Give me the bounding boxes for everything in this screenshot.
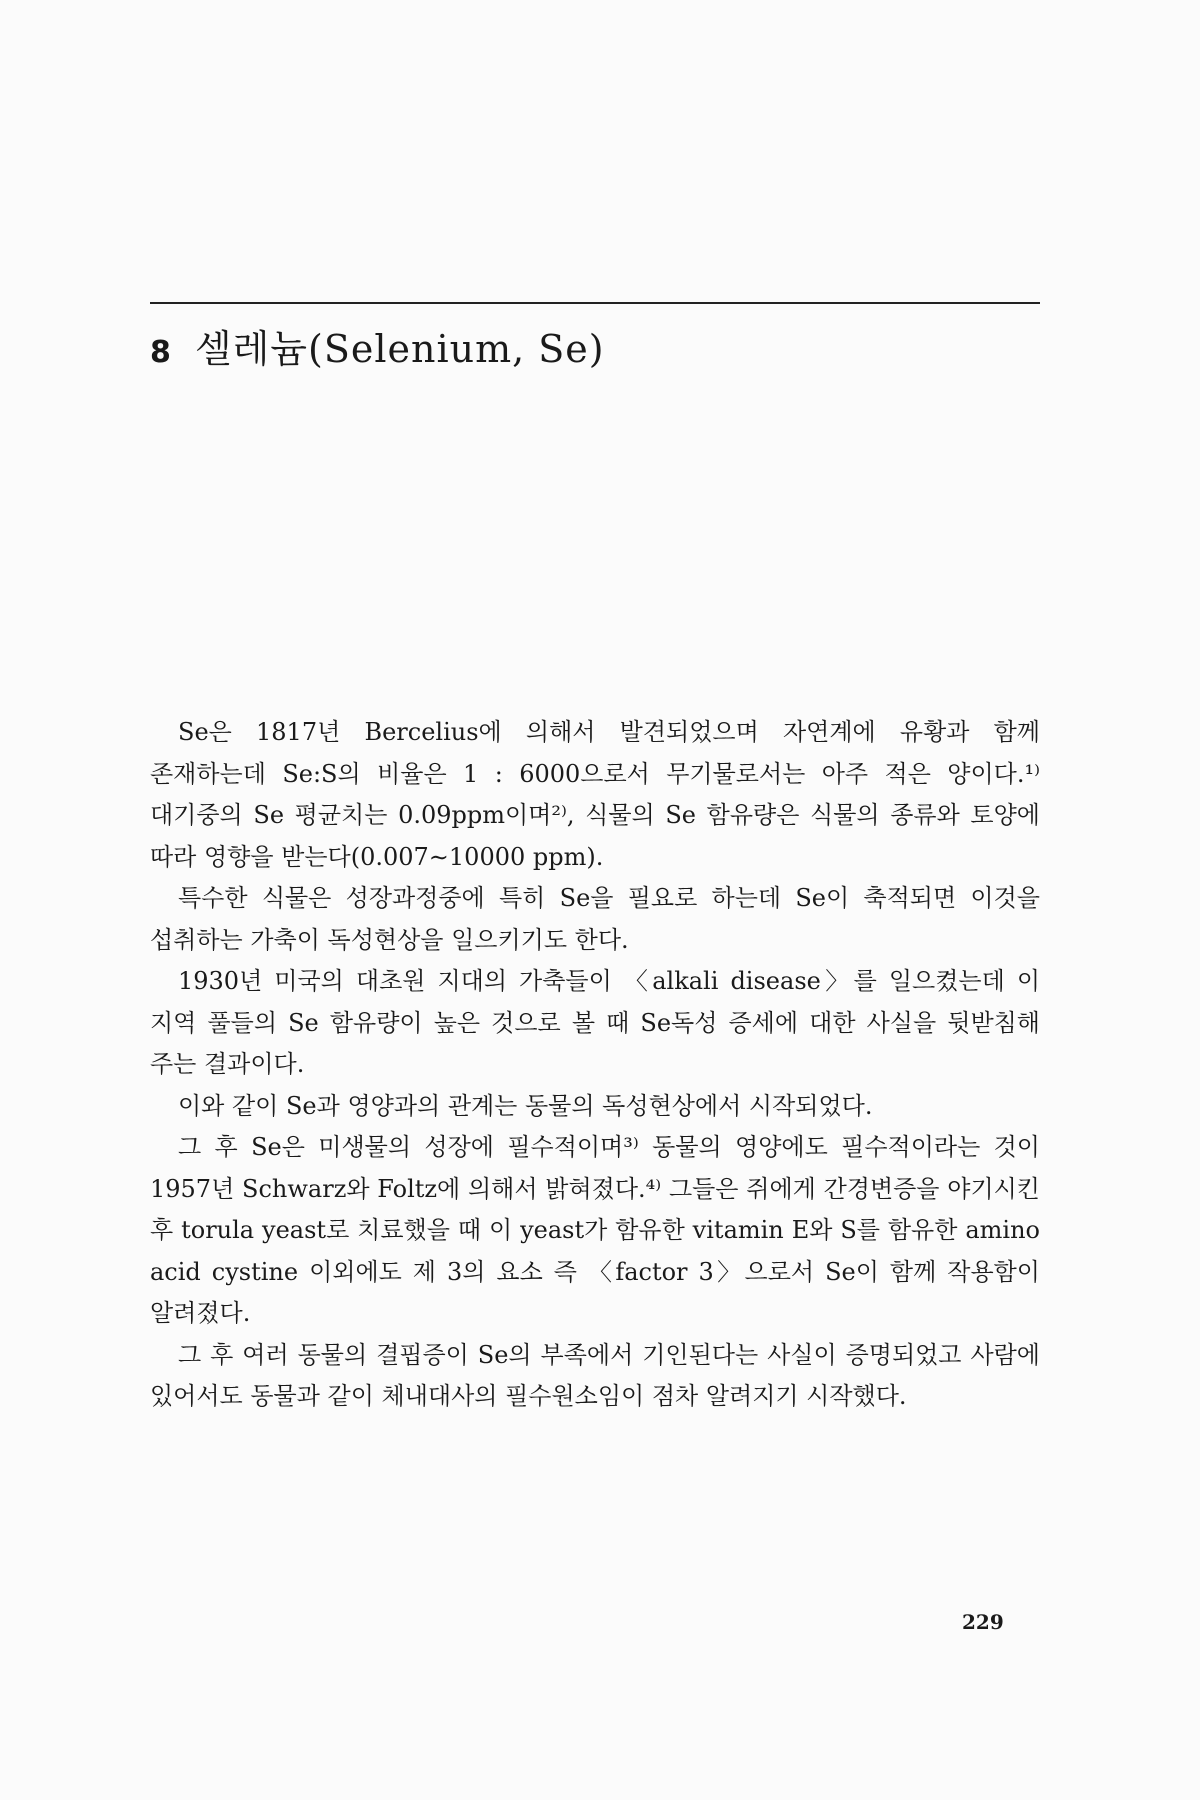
page-number: 229	[962, 1610, 1004, 1634]
paragraph: Se은 1817년 Bercelius에 의해서 발견되었으며 자연계에 유황과 함께 존재하는데 Se:S의 비율은 1 : 6000으로서 무기물로서는 아주 적은 양이다.¹⁾ 대기중의 Se 평균치는 0.09ppm이며²⁾, 식물의 Se 함유량은 식물의 종류와 토양에 따라 영향을 받는다(0.007∼10000 ppm).	[150, 718, 1040, 871]
chapter-heading	[150, 318, 605, 388]
paragraph: 특수한 식물은 성장과정중에 특히 Se을 필요로 하는데 Se이 축적되면 이것을 섭취하는 가축이 독성현상을 일으키기도 한다.	[150, 884, 1040, 954]
chapter-rule	[150, 302, 1040, 304]
chapter-title: 셀레늄(Selenium, Se)	[194, 327, 605, 371]
paragraph: 그 후 여러 동물의 결핍증이 Se의 부족에서 기인된다는 사실이 증명되었고 사람에 있어서도 동물과 같이 체내대사의 필수원소임이 점차 알려지기 시작했다.	[150, 1340, 1040, 1410]
paragraph: 1930년 미국의 대초원 지대의 가축들이 〈alkali disease〉를 일으켰는데 이 지역 풀들의 Se 함유량이 높은 것으로 볼 때 Se독성 증세에 대한 사실을 뒷받침해 주는 결과이다.	[150, 967, 1040, 1078]
paragraph: 이와 같이 Se과 영양과의 관계는 동물의 독성현상에서 시작되었다.	[178, 1091, 873, 1120]
paragraph: 그 후 Se은 미생물의 성장에 필수적이며³⁾ 동물의 영양에도 필수적이라는 것이 1957년 Schwarz와 Foltz에 의해서 밝혀졌다.⁴⁾ 그들은 쥐에게 간경변증을 야기시킨 후 torula yeast로 치료했을 때 이 yeast가 함유한 vitamin E와 S를 함유한 amino acid cystine 이외에도 제 3의 요소 즉 〈factor 3〉으로서 Se이 함께 작용함이 알려졌다.	[150, 1133, 1040, 1327]
chapter-number: 8	[150, 335, 171, 370]
body-text	[150, 712, 1040, 1418]
